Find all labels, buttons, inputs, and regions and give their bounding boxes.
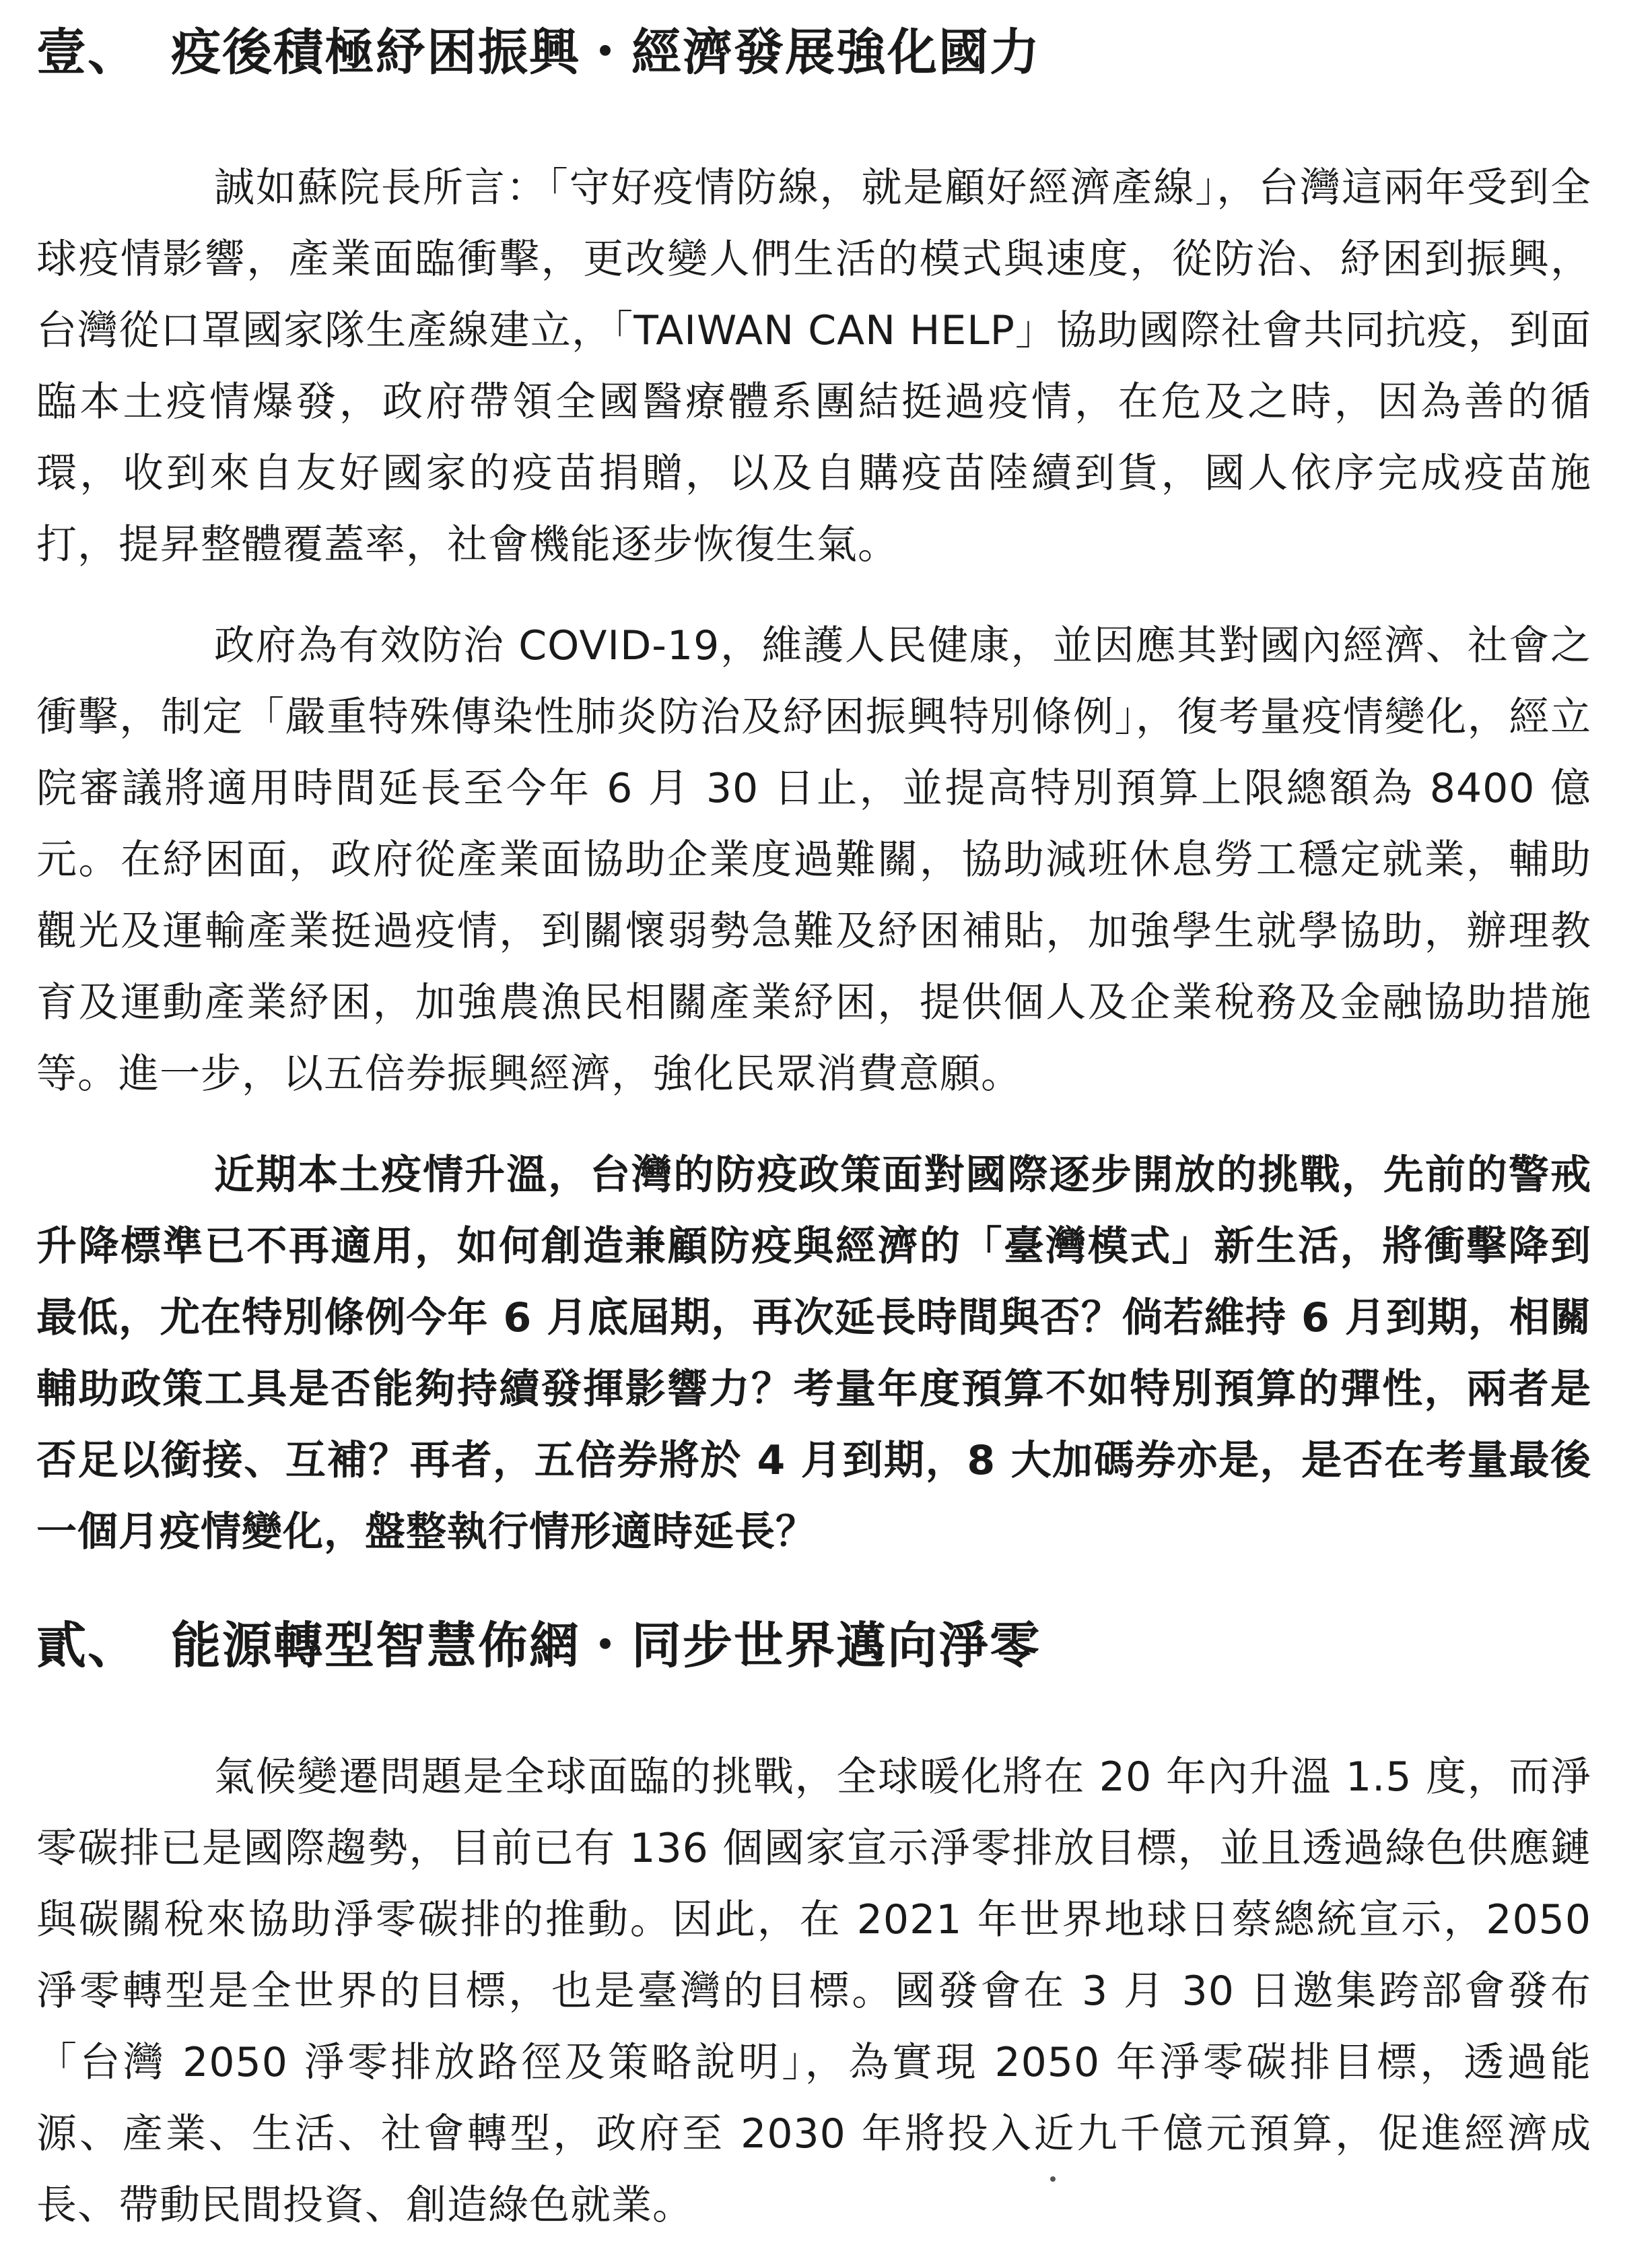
section-heading-1 — [36, 20, 1591, 85]
section-title-2: 能源轉型智慧佈網・同步世界邁向淨零 — [171, 1617, 1041, 1675]
paragraph-1: 誠如蘇院長所言：「守好疫情防線，就是顧好經濟產線」，台灣這兩年受到全球疫情影響，產業面臨衝擊，更改變人們生活的模式與速度，從防治、紓困到振興，台灣從口罩國家隊生產線建立，「TAIWAN CAN HELP」協助國際社會共同抗疫，到面臨本土疫情爆發，政府帶領全國醫療體系團結挺過疫情，在危及之時，因為善的循環，收到來自友好國家的疫苗捐贈，以及自購疫苗陸續到貨，國人依序完成疫苗施打，提昇整體覆蓋率，社會機能逐步恢復生氣。 — [36, 164, 1591, 569]
section-title-1: 疫後積極紓困振興・經濟發展強化國力 — [171, 24, 1041, 81]
paragraph-4: 氣候變遷問題是全球面臨的挑戰，全球暖化將在 20 年內升溫 1.5 度，而淨零碳排已是國際趨勢，目前已有 136 個國家宣示淨零排放目標，並且透過綠色供應鏈與碳關稅來協助淨零碳排的推動。因此，在 2021 年世界地球日蔡總統宣示，2050 淨零轉型是全世界的目標，也是臺灣的目標。國發會在 3 月 30 日邀集跨部會發布「台灣 2050 淨零排放路徑及策略說明」，為實現 2050 年淨零碳排目標，透過能源、產業、生活、社會轉型，政府至 2030 年將投入近九千億元預算，促進經濟成長、帶動民間投資、創造綠色就業。 — [36, 1753, 1591, 2230]
paragraph-2: 政府為有效防治 COVID-19，維護人民健康，並因應其對國內經濟、社會之衝擊，制定「嚴重特殊傳染性肺炎防治及紓困振興特別條例」，復考量疫情變化，經立院審議將適用時間延長至今年 6 月 30 日止，並提高特別預算上限總額為 8400 億元。在紓困面，政府從產業面協助企業度過難關，協助減班休息勞工穩定就業，輔助觀光及運輸產業挺過疫情，到關懷弱勢急難及紓困補貼，加強學生就學協助，辦理教育及運動產業紓困，加強農漁民相關產業紓困，提供個人及企業稅務及金融協助措施等。進一步，以五倍券振興經濟，強化民眾消費意願。 — [36, 622, 1591, 1098]
section-number-2: 貳、 — [36, 1617, 139, 1675]
section-number-1: 壹、 — [36, 24, 139, 81]
paragraph-3-bold: 近期本土疫情升溫，台灣的防疫政策面對國際逐步開放的挑戰，先前的警戒升降標準已不再適用，如何創造兼顧防疫與經濟的「臺灣模式」新生活，將衝擊降到最低，尤在特別條例今年 6 月底屆期，再次延長時間與否？倘若維持 6 月到期，相關輔助政策工具是否能夠持續發揮影響力？考量年度預算不如特別預算的彈性，兩者是否足以銜接、互補？再者，五倍券將於 4 月到期，8 大加碼券亦是，是否在考量最後一個月疫情變化，盤整執行情形適時延長？ — [36, 1151, 1591, 1556]
scan-speck — [1050, 2176, 1056, 2182]
section-heading-2 — [36, 1613, 1591, 1678]
